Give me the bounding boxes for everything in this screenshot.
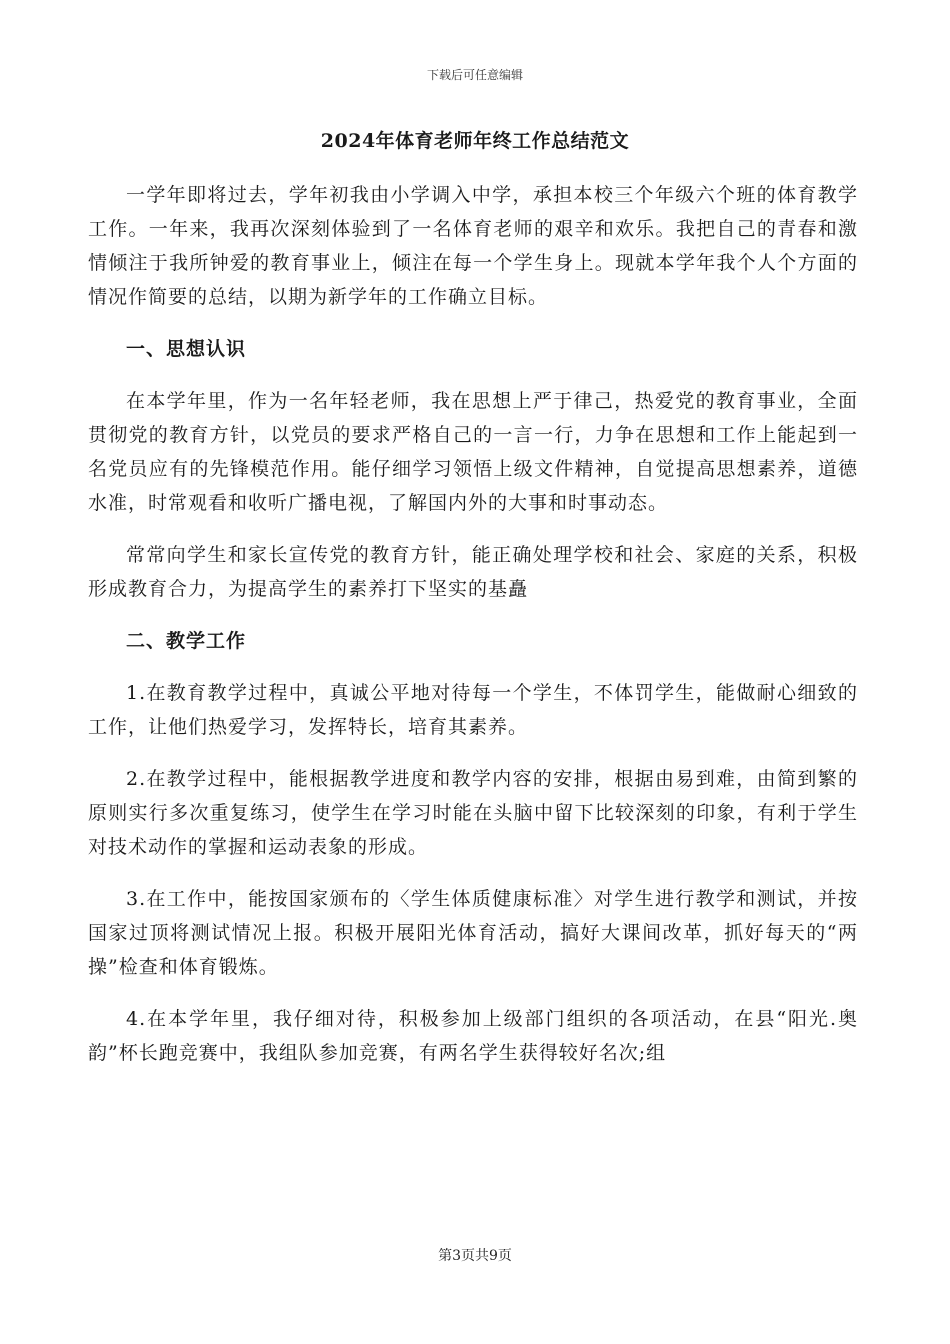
- body-paragraph: 1.在教育教学过程中，真诚公平地对待每一个学生，不体罚学生，能做耐心细致的工作，让他们热爱学习，发挥特长，培育其素养。: [88, 682, 858, 738]
- section-thought: [88, 332, 858, 606]
- intro-paragraph: 一学年即将过去，学年初我由小学调入中学，承担本校三个年级六个班的体育教学工作。一年来，我再次深刻体验到了一名体育老师的艰辛和欢乐。我把自己的青春和激情倾注于我所钟爱的教育事业上，倾注在每一个学生身上。现就本学年我个人个方面的情况作简要的总结，以期为新学年的工作确立目标。: [88, 184, 858, 308]
- page-number: 第3页共9页: [438, 1248, 512, 1264]
- document-title: 2024年体育老师年终工作总结范文: [320, 130, 630, 152]
- header-note: 下载后可任意编辑: [426, 68, 523, 82]
- body-paragraph: 常常向学生和家长宣传党的教育方针，能正确处理学校和社会、家庭的关系，积极形成教育合力，为提高学生的素养打下坚实的基矗: [88, 544, 858, 600]
- body-paragraph: 在本学年里，作为一名年轻老师，我在思想上严于律己，热爱党的教育事业，全面贯彻党的教育方针，以党员的要求严格自己的一言一行，力争在思想和工作上能起到一名党员应有的先锋模范作用。能仔细学习领悟上级文件精神，自觉提高思想素养，道德水准，时常观看和收听广播电视，了解国内外的大事和时事动态。: [88, 390, 858, 514]
- section-heading: 二、教学工作: [126, 630, 247, 652]
- body-paragraph: 4.在本学年里，我仔细对待，积极参加上级部门组织的各项活动，在县“阳光.奥韵”杯长跑竞赛中，我组队参加竞赛，有两名学生获得较好名次;组: [88, 1008, 858, 1064]
- section-teaching: [88, 624, 858, 1070]
- body-paragraph: 3.在工作中，能按国家颁布的〈学生体质健康标准〉对学生进行教学和测试，并按国家过顶将测试情况上报。积极开展阳光体育活动，搞好大课间改革，抓好每天的“两操”检查和体育锻炼。: [88, 888, 858, 978]
- document-body: [88, 178, 858, 1088]
- section-heading: 一、思想认识: [126, 338, 247, 360]
- body-paragraph: 2.在教学过程中，能根据教学进度和教学内容的安排，根据由易到难，由简到繁的原则实行多次重复练习，使学生在学习时能在头脑中留下比较深刻的印象，有利于学生对技术动作的掌握和运动表象的形成。: [88, 768, 858, 858]
